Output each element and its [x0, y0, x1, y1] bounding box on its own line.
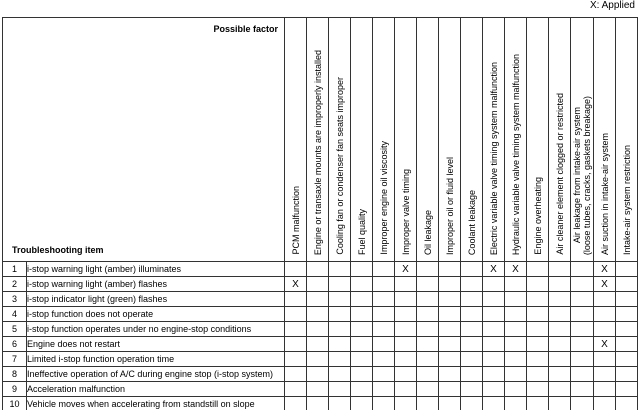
factor-header-13 — [549, 18, 571, 262]
troubleshooting-item-text: i-stop function operates under no engine-stop conditions — [27, 322, 285, 337]
applied-mark-cell — [439, 322, 461, 337]
factor-label-line: Coolant leakage — [466, 189, 477, 255]
troubleshooting-item-text: Engine does not restart — [27, 337, 285, 352]
applied-mark-cell — [505, 307, 527, 322]
row-number: 8 — [3, 367, 27, 382]
table-row — [3, 382, 638, 397]
factor-header-1 — [285, 18, 307, 262]
applied-mark-cell — [571, 367, 594, 382]
troubleshooting-item-text: Ineffective operation of A/C during engine stop (i-stop system) — [27, 367, 285, 382]
factor-header-2 — [307, 18, 329, 262]
applied-mark-cell — [594, 307, 616, 322]
applied-mark-cell — [373, 367, 395, 382]
applied-mark-cell — [439, 337, 461, 352]
applied-mark-cell — [417, 382, 439, 397]
applied-mark-cell — [594, 352, 616, 367]
factor-label-line: Air leakage from intake-air system — [572, 107, 582, 244]
factor-header-8 — [439, 18, 461, 262]
applied-mark-cell — [483, 292, 505, 307]
applied-mark-cell — [549, 262, 571, 277]
applied-mark-cell — [439, 367, 461, 382]
applied-mark-cell — [527, 337, 549, 352]
applied-mark-cell — [329, 382, 351, 397]
applied-mark-cell — [329, 292, 351, 307]
applied-mark-cell — [351, 292, 373, 307]
applied-mark-cell — [527, 352, 549, 367]
factor-label-line: Hydraulic variable valve timing system malfunction — [510, 53, 521, 255]
factor-label — [291, 186, 301, 255]
applied-mark-cell — [395, 352, 417, 367]
row-number: 1 — [3, 262, 27, 277]
applied-mark-cell — [483, 337, 505, 352]
troubleshooting-item-text: Vehicle moves when accelerating from standstill on slope — [27, 397, 285, 410]
table-row — [3, 322, 638, 337]
applied-mark-cell — [571, 277, 594, 292]
applied-mark-cell — [571, 382, 594, 397]
factor-label — [379, 141, 389, 255]
applied-mark-cell — [307, 352, 329, 367]
table-row — [3, 262, 638, 277]
applied-mark-cell — [549, 397, 571, 410]
table-row — [3, 397, 638, 410]
applied-mark-cell — [373, 307, 395, 322]
applied-mark-cell — [616, 262, 638, 277]
applied-mark-cell: X — [483, 262, 505, 277]
applied-mark-cell — [373, 277, 395, 292]
applied-mark-cell — [616, 367, 638, 382]
factor-label — [445, 157, 455, 255]
applied-mark-cell — [527, 292, 549, 307]
applied-mark-cell — [395, 307, 417, 322]
applied-mark-cell — [483, 277, 505, 292]
applied-mark-cell — [483, 382, 505, 397]
factor-label — [555, 93, 565, 255]
table-row — [3, 352, 638, 367]
factor-header-9 — [461, 18, 483, 262]
table-row — [3, 292, 638, 307]
applied-mark-cell — [616, 307, 638, 322]
applied-mark-cell — [594, 397, 616, 410]
applied-mark-cell — [461, 382, 483, 397]
applied-mark-cell — [549, 337, 571, 352]
applied-mark-cell — [307, 277, 329, 292]
table-row — [3, 277, 638, 292]
factor-label — [622, 145, 632, 255]
applied-mark-cell: X — [505, 262, 527, 277]
applied-mark-cell — [395, 337, 417, 352]
factor-header-14 — [571, 18, 594, 262]
applied-mark-cell — [483, 367, 505, 382]
applied-mark-cell — [285, 262, 307, 277]
applied-mark-cell — [307, 322, 329, 337]
applied-mark-cell — [439, 292, 461, 307]
applied-mark-cell — [285, 322, 307, 337]
applied-mark-cell — [527, 262, 549, 277]
applied-mark-cell — [571, 322, 594, 337]
applied-mark-cell — [351, 277, 373, 292]
applied-mark-cell — [571, 292, 594, 307]
applied-mark-cell — [329, 367, 351, 382]
applied-mark-cell — [373, 292, 395, 307]
applied-mark-cell: X — [594, 277, 616, 292]
applied-mark-cell — [616, 322, 638, 337]
applied-mark-cell — [395, 277, 417, 292]
applied-mark-cell — [505, 367, 527, 382]
applied-mark-cell — [527, 307, 549, 322]
applied-mark-cell — [483, 352, 505, 367]
applied-mark-cell — [549, 382, 571, 397]
applied-mark-cell — [285, 352, 307, 367]
applied-mark-cell — [439, 397, 461, 410]
factor-header-6 — [395, 18, 417, 262]
troubleshooting-item-text: i-stop warning light (amber) flashes — [27, 277, 285, 292]
troubleshooting-item-text: i-stop indicator light (green) flashes — [27, 292, 285, 307]
applied-mark-cell: X — [594, 262, 616, 277]
troubleshooting-item-text: i-stop warning light (amber) illuminates — [27, 262, 285, 277]
troubleshooting-item-text: i-stop function does not operate — [27, 307, 285, 322]
applied-mark-cell — [461, 292, 483, 307]
applied-mark-cell — [329, 352, 351, 367]
applied-mark-cell — [307, 367, 329, 382]
applied-mark-cell — [571, 337, 594, 352]
row-number: 5 — [3, 322, 27, 337]
applied-mark-cell — [417, 367, 439, 382]
factor-label — [357, 209, 367, 255]
applied-mark-cell — [571, 262, 594, 277]
applied-mark-cell — [527, 277, 549, 292]
applied-mark-cell — [373, 337, 395, 352]
applied-mark-cell — [351, 397, 373, 410]
applied-mark-cell — [417, 292, 439, 307]
applied-mark-cell — [505, 322, 527, 337]
applied-mark-cell — [417, 307, 439, 322]
applied-mark-cell — [307, 382, 329, 397]
applied-mark-cell — [594, 367, 616, 382]
applied-mark-cell — [616, 337, 638, 352]
applied-mark-cell — [439, 307, 461, 322]
factor-label — [600, 133, 610, 255]
applied-mark-cell — [527, 382, 549, 397]
applied-mark-cell — [461, 307, 483, 322]
row-number: 9 — [3, 382, 27, 397]
applied-mark-cell — [527, 367, 549, 382]
applied-mark-cell — [395, 382, 417, 397]
applied-mark-cell — [395, 397, 417, 410]
factor-label-line: Improper valve timing — [400, 168, 411, 255]
header-corner-cell — [3, 18, 285, 262]
applied-mark-cell — [285, 382, 307, 397]
applied-mark-cell — [461, 337, 483, 352]
factor-header-10 — [483, 18, 505, 262]
applied-mark-cell — [329, 397, 351, 410]
applied-mark-cell — [417, 262, 439, 277]
troubleshooting-matrix-table — [2, 17, 638, 410]
row-number: 6 — [3, 337, 27, 352]
applied-mark-cell — [373, 382, 395, 397]
row-number: 10 — [3, 397, 27, 410]
applied-mark-cell — [549, 352, 571, 367]
header-row — [3, 18, 638, 262]
factor-label-line: Fuel quality — [356, 208, 367, 255]
applied-mark-cell — [616, 382, 638, 397]
applied-mark-cell — [594, 292, 616, 307]
applied-mark-cell — [373, 322, 395, 337]
troubleshooting-item-text: Acceleration malfunction — [27, 382, 285, 397]
applied-mark-cell — [461, 352, 483, 367]
applied-mark-cell — [307, 337, 329, 352]
factor-header-16 — [616, 18, 638, 262]
applied-mark-cell — [373, 397, 395, 410]
factor-label — [401, 169, 411, 255]
applied-mark-cell — [351, 352, 373, 367]
applied-mark-cell — [483, 307, 505, 322]
possible-factor-label: Possible factor — [213, 24, 278, 34]
applied-mark-cell — [549, 292, 571, 307]
applied-mark-cell — [461, 277, 483, 292]
applied-mark-cell — [549, 367, 571, 382]
applied-mark-cell — [285, 337, 307, 352]
row-number: 4 — [3, 307, 27, 322]
applied-mark-cell — [549, 277, 571, 292]
factor-label-line: Air cleaner element clogged or restricted — [554, 93, 565, 255]
applied-mark-cell — [616, 277, 638, 292]
factor-header-4 — [351, 18, 373, 262]
applied-mark-cell — [439, 382, 461, 397]
applied-mark-cell — [439, 277, 461, 292]
factor-label-line: (loose tubes, cracks, gaskets breakage) — [582, 95, 592, 255]
factor-header-15 — [594, 18, 616, 262]
applied-mark-cell — [285, 292, 307, 307]
applied-mark-cell — [395, 292, 417, 307]
applied-mark-cell — [417, 337, 439, 352]
applied-mark-cell — [527, 322, 549, 337]
applied-mark-cell — [329, 277, 351, 292]
applied-mark-cell — [571, 307, 594, 322]
factor-label — [467, 190, 477, 255]
applied-mark-cell — [329, 322, 351, 337]
applied-mark-cell — [594, 382, 616, 397]
applied-mark-cell — [351, 262, 373, 277]
factor-label — [313, 50, 323, 255]
table-row — [3, 367, 638, 382]
factor-label-line: Cooling fan or condenser fan seats improper — [334, 77, 345, 255]
applied-mark-cell — [351, 367, 373, 382]
applied-mark-cell — [329, 337, 351, 352]
applied-mark-cell — [373, 262, 395, 277]
applied-mark-cell — [439, 352, 461, 367]
applied-mark-cell — [594, 322, 616, 337]
applied-mark-cell — [417, 397, 439, 410]
applied-mark-cell — [505, 397, 527, 410]
applied-mark-cell — [307, 397, 329, 410]
applied-mark-cell — [505, 337, 527, 352]
factor-header-7 — [417, 18, 439, 262]
applied-mark-cell — [461, 397, 483, 410]
factor-label — [489, 62, 499, 255]
applied-mark-cell: X — [594, 337, 616, 352]
row-number: 3 — [3, 292, 27, 307]
applied-mark-cell — [505, 277, 527, 292]
applied-mark-cell — [549, 307, 571, 322]
row-number: 2 — [3, 277, 27, 292]
factor-label-line: Oil leakage — [422, 209, 433, 255]
applied-mark-cell — [571, 397, 594, 410]
applied-mark-cell — [351, 307, 373, 322]
applied-mark-cell — [483, 322, 505, 337]
factor-label — [511, 54, 521, 255]
applied-mark-cell — [505, 352, 527, 367]
applied-mark-cell — [329, 262, 351, 277]
applied-mark-cell — [285, 367, 307, 382]
applied-mark-cell — [417, 322, 439, 337]
applied-mark-cell — [307, 292, 329, 307]
applied-mark-cell — [549, 322, 571, 337]
factor-label-line: PCM malfunction — [290, 186, 301, 255]
factor-header-12 — [527, 18, 549, 262]
applied-mark-cell — [439, 262, 461, 277]
applied-mark-cell — [417, 277, 439, 292]
applied-mark-cell — [483, 397, 505, 410]
applied-mark-cell — [461, 367, 483, 382]
applied-mark-cell — [461, 322, 483, 337]
factor-header-5 — [373, 18, 395, 262]
factor-label — [572, 96, 592, 255]
row-number: 7 — [3, 352, 27, 367]
applied-mark-cell — [373, 352, 395, 367]
table-body — [3, 262, 638, 410]
factor-label — [335, 77, 345, 255]
factor-label-line: Electric variable valve timing system malfunction — [488, 61, 499, 255]
applied-mark-cell: X — [285, 277, 307, 292]
applied-mark-cell — [307, 262, 329, 277]
applied-mark-cell — [616, 352, 638, 367]
applied-mark-cell — [505, 292, 527, 307]
applied-mark-cell — [527, 397, 549, 410]
applied-mark-cell — [395, 322, 417, 337]
factor-label — [533, 177, 543, 255]
applied-mark-cell — [616, 292, 638, 307]
applied-mark-cell: X — [395, 262, 417, 277]
applied-mark-cell — [351, 337, 373, 352]
applied-mark-cell — [395, 367, 417, 382]
applied-mark-cell — [571, 352, 594, 367]
table-row — [3, 307, 638, 322]
factor-label-line: Improper oil or fluid level — [444, 156, 455, 255]
factor-label-line: Improper engine oil viscosity — [378, 141, 389, 255]
applied-mark-cell — [351, 382, 373, 397]
applied-mark-cell — [616, 397, 638, 410]
factor-header-3 — [329, 18, 351, 262]
applied-mark-cell — [285, 397, 307, 410]
applied-mark-cell — [417, 352, 439, 367]
factor-header-11 — [505, 18, 527, 262]
applied-mark-cell — [329, 307, 351, 322]
factor-label-line: Intake-air system restriction — [621, 144, 632, 255]
applied-mark-cell — [351, 322, 373, 337]
factor-label-line: Air suction in intake-air system — [599, 132, 610, 255]
factor-label-line: Engine or transaxle mounts are improperly installed — [312, 49, 323, 255]
legend-applied: X: Applied — [589, 0, 635, 11]
applied-mark-cell — [461, 262, 483, 277]
table-row — [3, 337, 638, 352]
applied-mark-cell — [307, 307, 329, 322]
troubleshooting-item-label: Troubleshooting item — [12, 245, 104, 255]
applied-mark-cell — [285, 307, 307, 322]
applied-mark-cell — [505, 382, 527, 397]
factor-label — [423, 210, 433, 255]
troubleshooting-item-text: Limited i-stop function operation time — [27, 352, 285, 367]
factor-label-line: Engine overheating — [532, 177, 543, 255]
